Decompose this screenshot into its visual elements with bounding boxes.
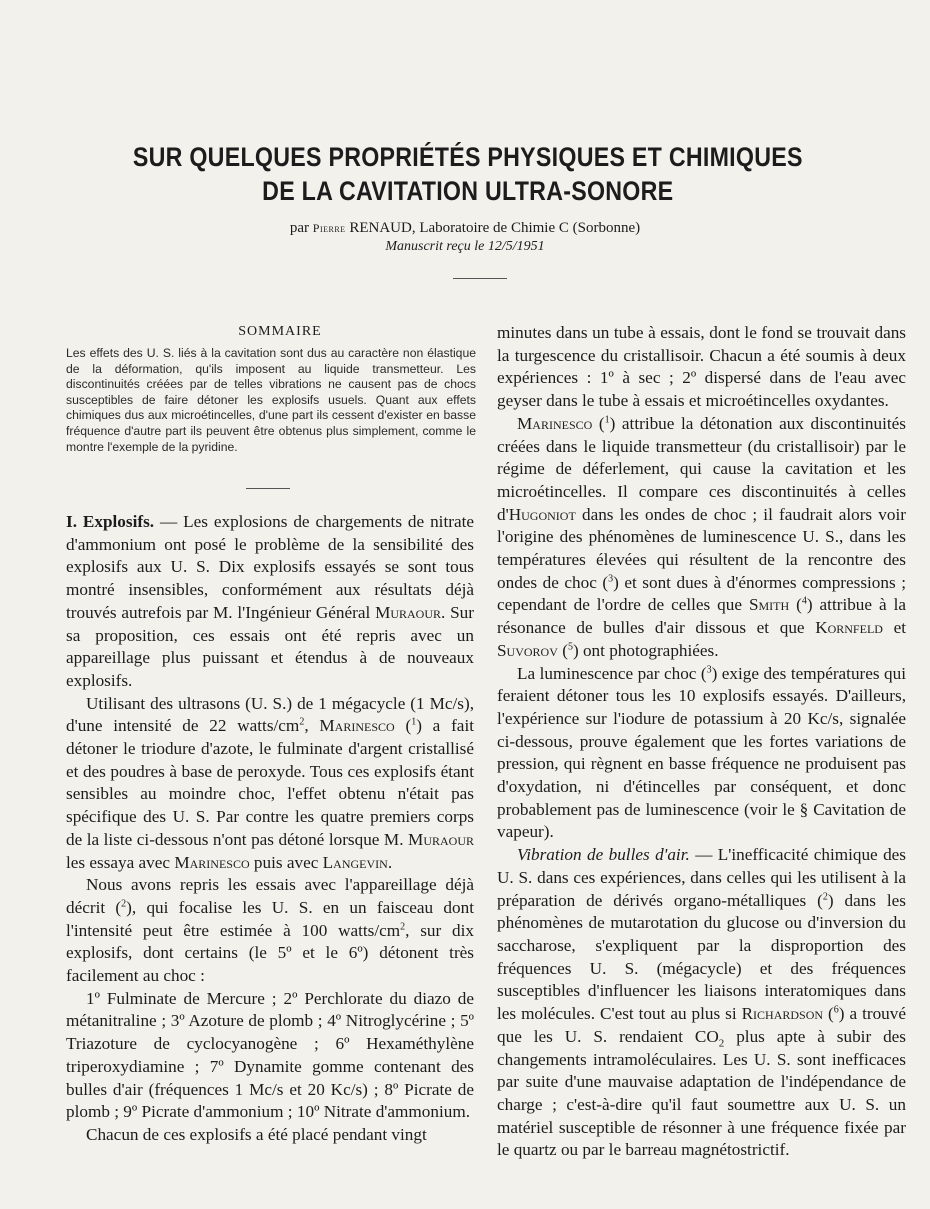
received-date: Manuscrit reçu le 12/5/1951 <box>385 239 545 254</box>
right-column <box>497 322 906 1162</box>
citation: 1 <box>604 414 610 426</box>
author-reference: Langevin <box>322 852 388 872</box>
title-divider <box>453 278 507 279</box>
subsection-heading: Vibration de bulles d'air. <box>517 845 690 865</box>
left-column <box>66 511 474 1147</box>
paragraph: Chacun de ces explosifs a été placé pendant vingt <box>86 1124 427 1144</box>
explosives-list: 1º Fulminate de Mercure ; 2º Perchlorate du diazo de métanitraline ; 3º Azoture de plomb ; 4º Nitroglycérine ; 5º Triazoture de cyclocyanogène ; 6º Hexaméthylène triperoxydiamine ; 7º Dynamite gomme contenant des bulles d'air (fréquences 1 Mc/s et 20 Kc/s) ; 8º Picrate de plomb ; 9º Picrate d'ammonium ; 10º Nitrate d'ammonium. <box>66 988 474 1122</box>
author-reference: Suvorov <box>497 640 558 660</box>
author-reference: Smith <box>748 595 790 615</box>
paragraph: La luminescence par choc ($^3$) exige des températures qui feraient détoner tous les 10 explosifs essayés. D'ailleurs, l'expérience sur l'iodure de potassium à 20 Kc/s, signalée ci-dessous, prouve également que les fortes variations de pression, qui règnent en basse fréquence ne produisent pas d'oxydation, ni d'étincelles par conséquent, et donc probablement pas de luminescence (voir le § Cavitation de vapeur). <box>497 663 907 842</box>
author-byline <box>0 219 930 238</box>
citation: 5 <box>567 641 573 653</box>
author-reference: Kornfeld <box>815 618 883 638</box>
author-reference: Marinesco <box>517 413 593 433</box>
paragraph: Vibration de bulles d'air. — L'inefficacité chimique des U. S. dans ces expériences, dans celles qui les utilisent à la préparation de dérivés organo-métalliques ($^2$) dans les phénomènes de mutarotation du glucose ou d'inversion du saccharose, s'expliquent par la disproportion des fréquences U. S. (mégacycle) et des fréquences susceptibles d'influencer les liaisons interatomiques dans les molécules. C'est tout au plus si Richardson ($^6$) a trouvé que les U. S. rendaient $CO_2$ plus apte à subir des changements intramoléculaires. Les U. S. sont inefficaces par suite d'une mauvaise adaptation de l'indépendance de charge ; c'est-à-dire qu'il faut soumettre aux U. S. un matériel susceptible de résonner à une fréquence fixée par le quartz ou par le barreau magnétostrictif. <box>497 845 906 1160</box>
title-line-1: SUR QUELQUES PROPRIÉTÉS PHYSIQUES ET CHIMIQUES <box>132 142 803 172</box>
citation: 4 <box>801 595 807 607</box>
sommaire-heading: SOMMAIRE <box>238 324 322 339</box>
author-reference: Muraour <box>375 602 442 622</box>
author-last-name: RENAUD, <box>349 220 416 236</box>
abstract-divider <box>246 488 290 489</box>
author-reference: Muraour <box>408 829 474 849</box>
byline-prefix: par <box>289 220 310 236</box>
title-line-2: DE LA CAVITATION ULTRA-SONORE <box>262 176 674 206</box>
author-reference: Richardson <box>741 1004 824 1024</box>
citation: 3 <box>608 573 614 584</box>
author-first-name: Pierre <box>312 221 346 235</box>
paragraph: minutes dans un tube à essais, dont le fond se trouvait dans la turgescence du cristallisoir. Chacun a été soumis à deux expériences : 1º à sec ; 2º dispersé dans de l'eau avec geyser dans le tube à essais et microétincelles oxydantes. <box>497 323 906 411</box>
author-reference: Hugoniot <box>508 504 576 524</box>
citation: 1 <box>411 716 417 728</box>
paragraph: Nous avons repris les essais avec l'appareillage déjà décrit ($^2$), qui focalise les U. S. en un faisceau dont l'intensité peut être estimée à 100 watts/$cm^2$, sur dix explosifs, dont certains (le 5º et le 6º) détonent très facilement au choc : <box>66 875 474 986</box>
article-title <box>68 140 868 208</box>
paragraph: Utilisant des ultrasons (U. S.) de 1 mégacycle (1 Mc/s), d'une intensité de 22 watts/$cm^2$, Marinesco ($^1$) a fait détoner le triodure d'azote, le fulminate d'argent cristallisé et des poudres à base de peroxyde. Tous ces explosifs étant sensibles au moindre choc, l'effet obtenu n'était pas spécifique des U. S. Par contre les quatre premiers corps de la liste ci-dessous n'ont pas détoné lorsque M. Muraour les essaya avec Marinesco puis avec Langevin. <box>66 693 474 872</box>
paragraph: Marinesco ($^1$) attribue la détonation aux discontinuités créées dans le liquide transmetteur (du cristallisoir) par le régime de déferlement, qui cause la cavitation et les microétincelles. Il compare ces discontinuités à celles d'Hugoniot dans les ondes de choc ; il faudrait alors voir l'origine des phénomènes de luminescence U. S., dans les températures élevées qui résultent de la rencontre des ondes de choc ($^3$) et sont dues à d'énormes compressions ; cependant de l'ordre de celles que Smith ($^4$) attribue à la résonance de bulles d'air dissous et que Kornfeld et Suvorov ($^5$) ont photographiées. <box>497 413 906 660</box>
author-affiliation: Laboratoire de Chimie C (Sorbonne) <box>419 220 641 236</box>
citation: 6 <box>833 1004 839 1016</box>
citation: 3 <box>706 663 712 675</box>
sommaire-text: Les effets des U. S. liés à la cavitation sont dus au caractère non élastique de la déformation, qu'ils imposent au liquide transmetteur. Les discontinuités créées par de telles vibrations ne causent pas de chocs susceptibles de faire détoner les explosifs usuels. Quant aux effets chimiques dus aux microétincelles, d'une part ils cessent d'exister en basse fréquence d'autre part ils peuvent être obtenus plus simplement, comme le montre l'exemple de la pyridine. <box>66 346 476 454</box>
author-reference: Marinesco <box>319 716 395 736</box>
citation: 2 <box>121 898 127 910</box>
paragraph: I. Explosifs. — Les explosions de chargements de nitrate d'ammonium ont posé le problème de la sensibilité des explosifs aux U. S. Dix explosifs essayés se sont tous montré insensibles, conformément aux résultats déjà trouvés autrefois par M. l'Ingénieur Général Muraour. Sur sa proposition, ces essais ont été repris avec un appareillage plus puissant et étendus à de nouveaux explosifs. <box>66 512 474 690</box>
citation: 2 <box>822 890 828 902</box>
author-reference: Marinesco <box>174 852 250 872</box>
section-heading: I. Explosifs. <box>66 512 155 531</box>
